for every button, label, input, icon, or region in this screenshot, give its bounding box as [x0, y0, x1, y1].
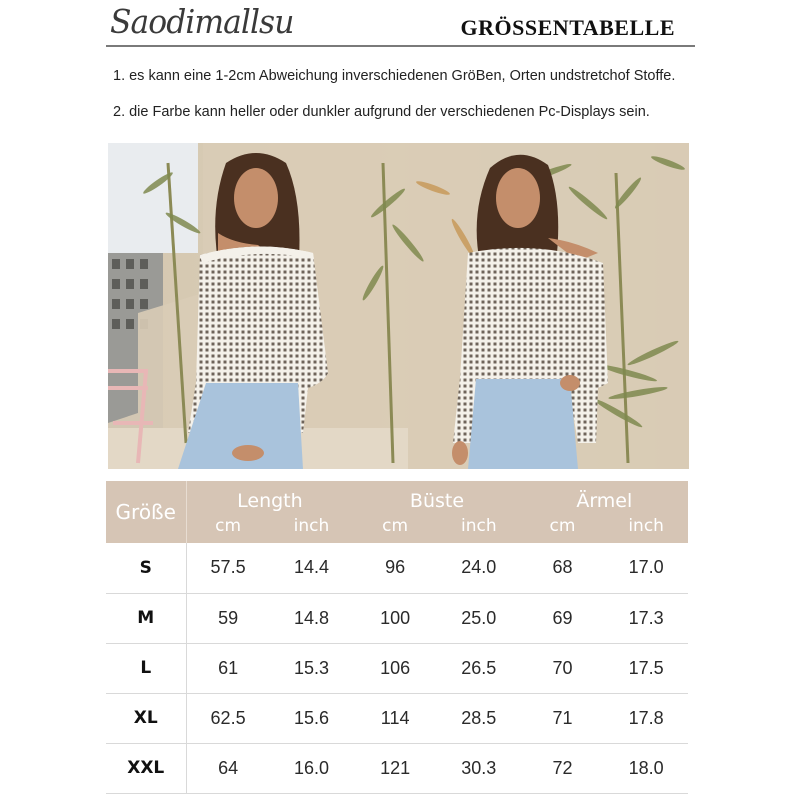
bust-inch: 26.5	[437, 643, 521, 693]
sleeve-cm: 70	[521, 643, 605, 693]
sleeve-cm: 68	[521, 543, 605, 593]
note-color: 2. die Farbe kann heller oder dunkler aufgrund der verschiedenen Pc-Displays sein.	[113, 104, 650, 120]
sleeve-inch: 18.0	[604, 743, 688, 793]
product-photo	[108, 143, 689, 469]
sleeve-inch: 17.5	[604, 643, 688, 693]
size-label: L	[106, 643, 186, 693]
page-title: GRÖSSENTABELLE	[460, 15, 675, 40]
sleeve-cm: 72	[521, 743, 605, 793]
bust-inch: 25.0	[437, 593, 521, 643]
size-chart-table	[106, 481, 688, 794]
bust-cm: 121	[353, 743, 437, 793]
length-cm: 59	[186, 593, 270, 643]
sleeve-cm: 69	[521, 593, 605, 643]
length-inch: 14.8	[270, 593, 354, 643]
unit-header-sleeve-cm: cm	[521, 516, 605, 543]
size-label: XXL	[106, 743, 186, 793]
unit-header-sleeve-inch: inch	[604, 516, 688, 543]
model-photo-illustration	[108, 143, 689, 469]
size-label: S	[106, 543, 186, 593]
length-cm: 62.5	[186, 693, 270, 743]
length-cm: 57.5	[186, 543, 270, 593]
length-inch: 15.6	[270, 693, 354, 743]
column-header-sleeve: Ärmel	[521, 481, 688, 516]
column-header-bust: Büste	[353, 481, 520, 516]
brand-logo: Saodimallsu	[110, 2, 294, 41]
sleeve-cm: 71	[521, 693, 605, 743]
size-label: XL	[106, 693, 186, 743]
length-inch: 16.0	[270, 743, 354, 793]
table-row	[106, 743, 688, 793]
length-cm: 64	[186, 743, 270, 793]
sleeve-inch: 17.0	[604, 543, 688, 593]
sleeve-inch: 17.8	[604, 693, 688, 743]
unit-header-length-cm: cm	[186, 516, 270, 543]
length-cm: 61	[186, 643, 270, 693]
bust-inch: 30.3	[437, 743, 521, 793]
size-label: M	[106, 593, 186, 643]
column-header-length: Length	[186, 481, 353, 516]
bust-inch: 28.5	[437, 693, 521, 743]
length-inch: 15.3	[270, 643, 354, 693]
table-row	[106, 593, 688, 643]
table-row	[106, 543, 688, 593]
table-row	[106, 643, 688, 693]
column-header-size: Größe	[106, 481, 186, 543]
unit-header-bust-cm: cm	[353, 516, 437, 543]
sleeve-inch: 17.3	[604, 593, 688, 643]
bust-cm: 96	[353, 543, 437, 593]
note-deviation: 1. es kann eine 1-2cm Abweichung inverschiedenen GröBen, Orten undstretchof Stoffe.	[113, 68, 676, 84]
bust-cm: 106	[353, 643, 437, 693]
page-header	[106, 0, 695, 48]
size-notes	[113, 66, 698, 138]
table-row	[106, 693, 688, 743]
unit-header-length-inch: inch	[270, 516, 354, 543]
unit-header-bust-inch: inch	[437, 516, 521, 543]
header-divider	[106, 45, 695, 47]
bust-cm: 100	[353, 593, 437, 643]
length-inch: 14.4	[270, 543, 354, 593]
bust-cm: 114	[353, 693, 437, 743]
bust-inch: 24.0	[437, 543, 521, 593]
